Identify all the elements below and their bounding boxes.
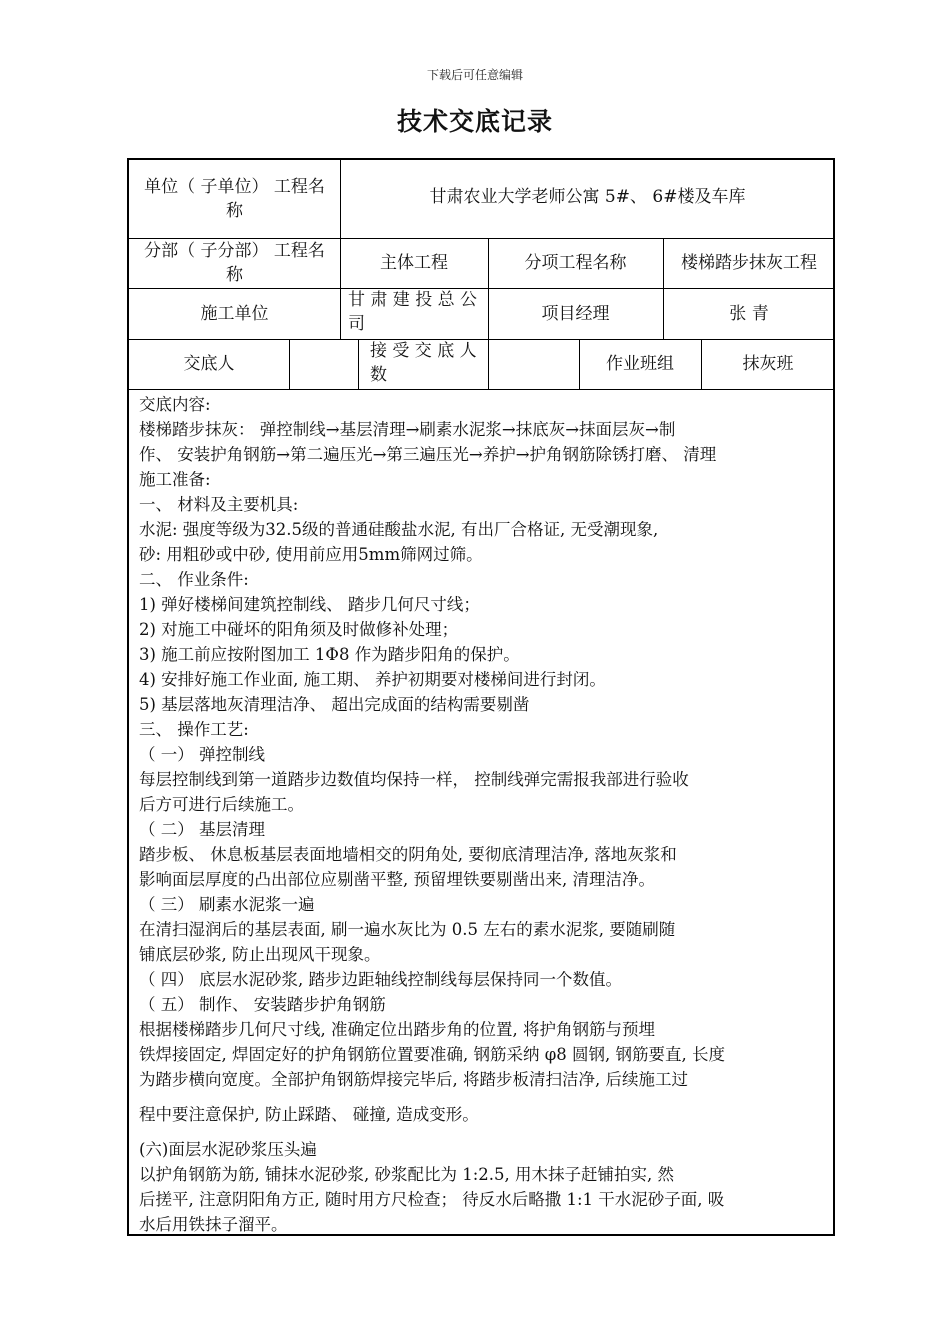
content-line: 影响面层厚度的凸出部位应剔凿平整, 预留埋铁要剔凿出来, 清理洁净。	[139, 870, 655, 889]
contractor-value-line1: 甘 肃 建 投 总 公	[348, 290, 478, 310]
project-manager-label: 项目经理	[541, 303, 610, 324]
content-line: （ 一） 弹控制线	[139, 745, 265, 764]
content-line: 后方可进行后续施工。	[139, 795, 304, 814]
content-line: 交底内容:	[139, 395, 211, 414]
content-line: 铁焊接固定, 焊固定好的护角钢筋位置要准确, 钢筋采纳 φ8 圆钢, 钢筋要直, 长度	[139, 1045, 725, 1064]
content-line: 一、 材料及主要机具:	[139, 495, 299, 514]
content-line: 楼梯踏步抹灰： 弹控制线→基层清理→刷素水泥浆→抹底灰→抹面层灰→制	[139, 420, 676, 439]
document-title: 技术交底记录	[396, 107, 553, 136]
content-line: 施工准备:	[139, 470, 211, 489]
content-line: 水后用铁抹子溜平。	[139, 1215, 288, 1234]
content-line: (六)面层水泥砂浆压头遍	[139, 1140, 317, 1159]
subitem-label: 分项工程名称	[524, 253, 627, 273]
row-divider	[129, 389, 835, 390]
content-line: 5) 基层落地灰清理洁净、 超出完成面的结构需要剔凿	[139, 695, 530, 714]
work-team-value: 抹灰班	[742, 354, 794, 374]
project-name-label	[129, 160, 340, 238]
recipient-count-label-line1: 接 受 交 底 人	[370, 341, 477, 361]
content-line: 2) 对施工中碰坏的阳角须及时做修补处理；	[139, 620, 459, 639]
content-line: （ 四） 底层水泥砂浆, 踏步边距轴线控制线每层保持同一个数值。	[139, 970, 622, 989]
header-note: 下载后可任意编辑	[426, 68, 523, 82]
recipient-count-label-line2: 数	[370, 365, 387, 385]
content-line: 水泥: 强度等级为32.5级的普通硅酸盐水泥, 有出厂合格证, 无受潮现象,	[139, 520, 659, 539]
work-team-label: 作业班组	[606, 354, 674, 374]
project-manager-value: 张 青	[729, 303, 769, 324]
recipient-count-value	[488, 339, 579, 389]
project-name-value: 甘肃农业大学老师公寓 5#、 6#楼及车库	[429, 187, 746, 207]
content-line: 3) 施工前应按附图加工 1Φ8 作为踏步阳角的保护。	[139, 645, 520, 664]
subitem-value: 楼梯踏步抹灰工程	[681, 253, 817, 273]
content-line: 1) 弹好楼梯间建筑控制线、 踏步几何尺寸线；	[139, 595, 480, 614]
content-line: 砂: 用粗砂或中砂, 使用前应用5mm筛网过筛。	[139, 545, 483, 564]
content-line: 二、 作业条件:	[139, 570, 249, 589]
content-line: （ 二） 基层清理	[139, 820, 265, 839]
content-line: 4) 安排好施工作业面, 施工期、 养护初期要对楼梯间进行封闭。	[139, 670, 606, 689]
division-label-line2: 称	[226, 265, 243, 285]
content-line: 程中要注意保护, 防止踩踏、 碰撞, 造成变形。	[139, 1105, 479, 1124]
content-line: （ 三） 刷素水泥浆一遍	[139, 895, 315, 914]
content-line: 根据楼梯踏步几何尺寸线, 准确定位出踏步角的位置, 将护角钢筋与预埋	[139, 1020, 655, 1039]
briefer-value	[289, 339, 358, 389]
record-table	[127, 158, 835, 1236]
content-line: 为踏步横向宽度。全部护角钢筋焊接完毕后, 将踏步板清扫洁净, 后续施工过	[139, 1070, 688, 1089]
content-line: 每层控制线到第一道踏步边数值均保持一样， 控制线弹完需报我部进行验收	[139, 770, 689, 789]
content-line: 在清扫湿润后的基层表面, 刷一遍水灰比为 0.5 左右的素水泥浆, 要随刷随	[139, 920, 676, 939]
content-line: 踏步板、 休息板基层表面地墙相交的阴角处, 要彻底清理洁净, 落地灰浆和	[139, 845, 677, 864]
content-line: 铺底层砂浆, 防止出现风干现象。	[139, 945, 381, 964]
project-name-label-line1: 单位（ 子单位） 工程名	[144, 177, 325, 197]
division-label-line1: 分部（ 子分部） 工程名	[144, 241, 325, 261]
content-line: 三、 操作工艺:	[139, 720, 249, 739]
project-name-label-line2: 称	[226, 201, 243, 221]
division-label	[129, 238, 340, 288]
content-line: （ 五） 制作、 安装踏步护角钢筋	[139, 995, 386, 1014]
content-line: 以护角钢筋为筋, 铺抹水泥砂浆, 砂浆配比为 1:2.5, 用木抹子赶铺拍实, 然	[139, 1165, 675, 1184]
recipient-count-label	[358, 339, 488, 389]
contractor-value	[340, 288, 488, 339]
contractor-value-line2: 司	[348, 314, 365, 334]
contractor-label: 施工单位	[200, 303, 269, 324]
division-value: 主体工程	[380, 253, 448, 273]
briefer-label: 交底人	[183, 354, 235, 374]
content-line: 后搓平, 注意阴阳角方正, 随时用方尺检查； 待反水后略撒 1:1 干水泥砂子面, 吸	[139, 1190, 725, 1209]
briefing-content	[139, 392, 827, 1237]
content-line: 作、 安装护角钢筋→第二遍压光→第三遍压光→养护→护角钢筋除锈打磨、 清理	[139, 445, 717, 464]
